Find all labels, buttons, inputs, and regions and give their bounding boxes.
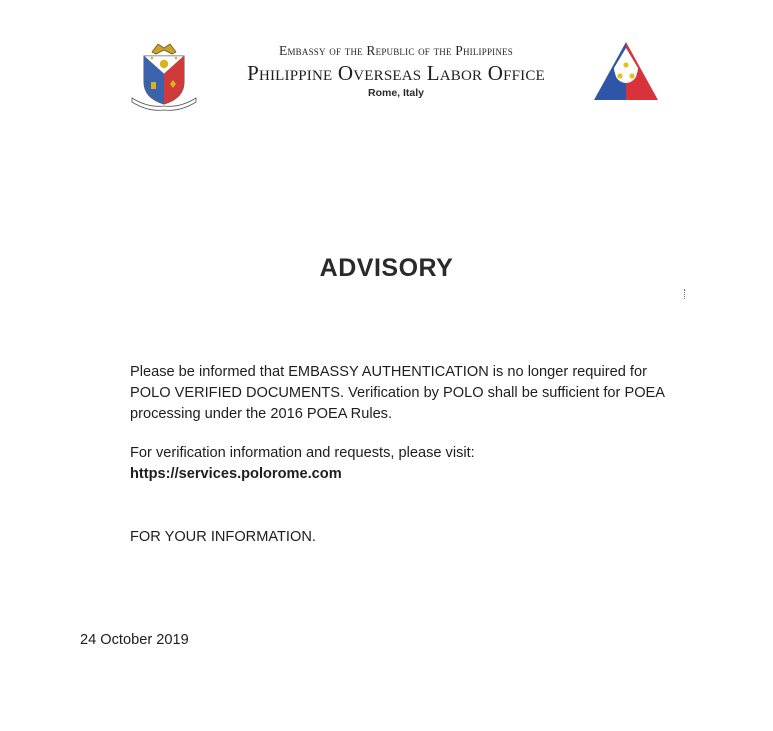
office-name: Philippine Overseas Labor Office [247, 61, 545, 85]
verification-lead-text: For verification information and requests, please visit: [130, 445, 475, 461]
advisory-paragraph-1: Please be informed that EMBASSY AUTHENTICATION is no longer required for POLO VERIFIED DOCUMENTS. Verification by POLO shall be sufficient for POEA processing under the 2016 POEA Rules. [130, 364, 665, 422]
advisory-body [130, 362, 690, 503]
office-location: Rome, Italy [367, 87, 425, 99]
embassy-name: Embassy of the Republic of the Philippines [279, 43, 513, 58]
advisory-paragraph-2 [130, 443, 690, 485]
scan-artifact [684, 289, 687, 299]
services-url-link[interactable]: https://services.polorome.com [130, 466, 342, 482]
polo-triangle-logo-icon [592, 40, 660, 102]
advisory-date: 24 October 2019 [80, 632, 189, 648]
letterhead [200, 42, 592, 100]
philippine-seal-icon [128, 38, 200, 112]
page-title: ADVISORY [319, 254, 454, 282]
closing-note: FOR YOUR INFORMATION. [130, 529, 316, 545]
